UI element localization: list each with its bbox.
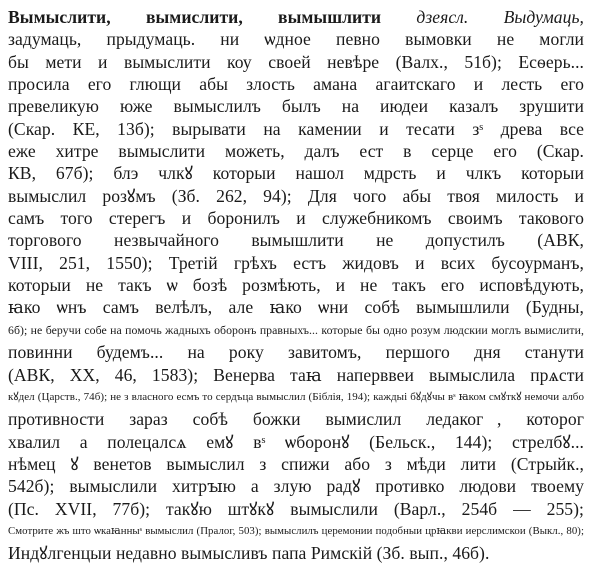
entry-line: (АВК, XX, 46, 1583); Венерва таꙗ наперввеи вымыслила прѧсти [8, 364, 584, 385]
entry-line: еже хитре вымыслити можеть, далъ ест в серце его (Скар. [8, 141, 584, 162]
entry-line: торгового незвычайного вымышлити не допустилъ (АВК, [8, 230, 584, 251]
entry-line: Смотрите жъ што ѡкаꙗнныˢ вымыслил (Пралог, 503); вымыслилъ церемонии подобныи црꙗкви иерслимскои (Выкл., 80); [8, 524, 584, 537]
entry-line: бы мети и вымыслити коу своей невѣре (Валх., 51б); Есѳерь... [8, 51, 584, 72]
entry-first-line [8, 6, 584, 28]
entry-line: повинни будемъ... на року завитомъ, першого дня станути [8, 342, 584, 363]
entry-line: хвалил а полецалсѧ емꙋ вˢ ѡборонꙋ (Бельск., 144); стрелбꙋ... [8, 431, 584, 452]
entry-line: 542б); вымыслили хитрꙑю а злую радꙋ противко людови твоему [8, 476, 584, 497]
entry-line: противности зараз собѣ божки вымислил ледакогꙻ, которог [8, 409, 584, 430]
entry-line: нѣмец ꙋ венетов вымыслил з спижи або з мѣди лити (Стрыйк., [8, 453, 584, 474]
entry-line: которыи не такъ ѡ бозѣ розмѣють, и не такъ его исповѣдують, [8, 275, 584, 296]
entry-line: КВ, 67б); блэ члкꙋ которыи нашол мдрсть и члкъ которыи [8, 163, 584, 184]
entry-line: просила его глющи абы злость амана агаитскаго и лесть его [8, 74, 584, 95]
entry-line: самъ того стерегъ и боронилъ и служебникомъ своимъ такового [8, 208, 584, 229]
entry-line: кꙋдел (Царств., 74б); не з власного есмъ то сердъца вымыслил (Біблія, 194); каждыі бꙋдꙋчы вˢ ꙗком смꙋткꙋ немочи албо [8, 390, 584, 403]
entry-line: вымыслил розꙋмъ (Зб. 262, 94); Для чого абы твоя милость и [8, 185, 584, 206]
entry-line: Индꙋлгенцыи недавно вымысливъ папа Римскій (Зб. вып., 46б). [8, 543, 490, 564]
entry-gloss: дзеясл. Выдумаць, [381, 7, 584, 27]
entry-line: (Скар. КЕ, 13б); вырывати на камении и тесати зˢ древа все [8, 118, 584, 139]
entry-headword: Вымыслити, вымислити, вымышлити [8, 7, 382, 27]
entry-line: задумаць, прыдумаць. ни ѡдное певно вымовки не могли [8, 29, 584, 50]
entry-line: (Пс. XVII, 77б); такꙋю штꙋкꙋ вымыслили (Варл., 254б — 255); [8, 498, 584, 519]
entry-line: 6б); не беручи собе на помочь жадныхъ оборонъ правныхъ... которые бы одно розум людскии моглъ вымислити, [8, 322, 584, 337]
entry-line: ꙗко ѡнъ самъ велѣлъ, але ꙗко ѡни собѣ вымышлили (Будны, [8, 297, 584, 318]
entry-line: превеликую юже вымыслилъ былъ на июдеи казалъ зрушити [8, 96, 584, 117]
entry-line: VIII, 251, 1550); Третій грѣхъ естъ жидовъ и всих бусоурманъ, [8, 252, 584, 273]
